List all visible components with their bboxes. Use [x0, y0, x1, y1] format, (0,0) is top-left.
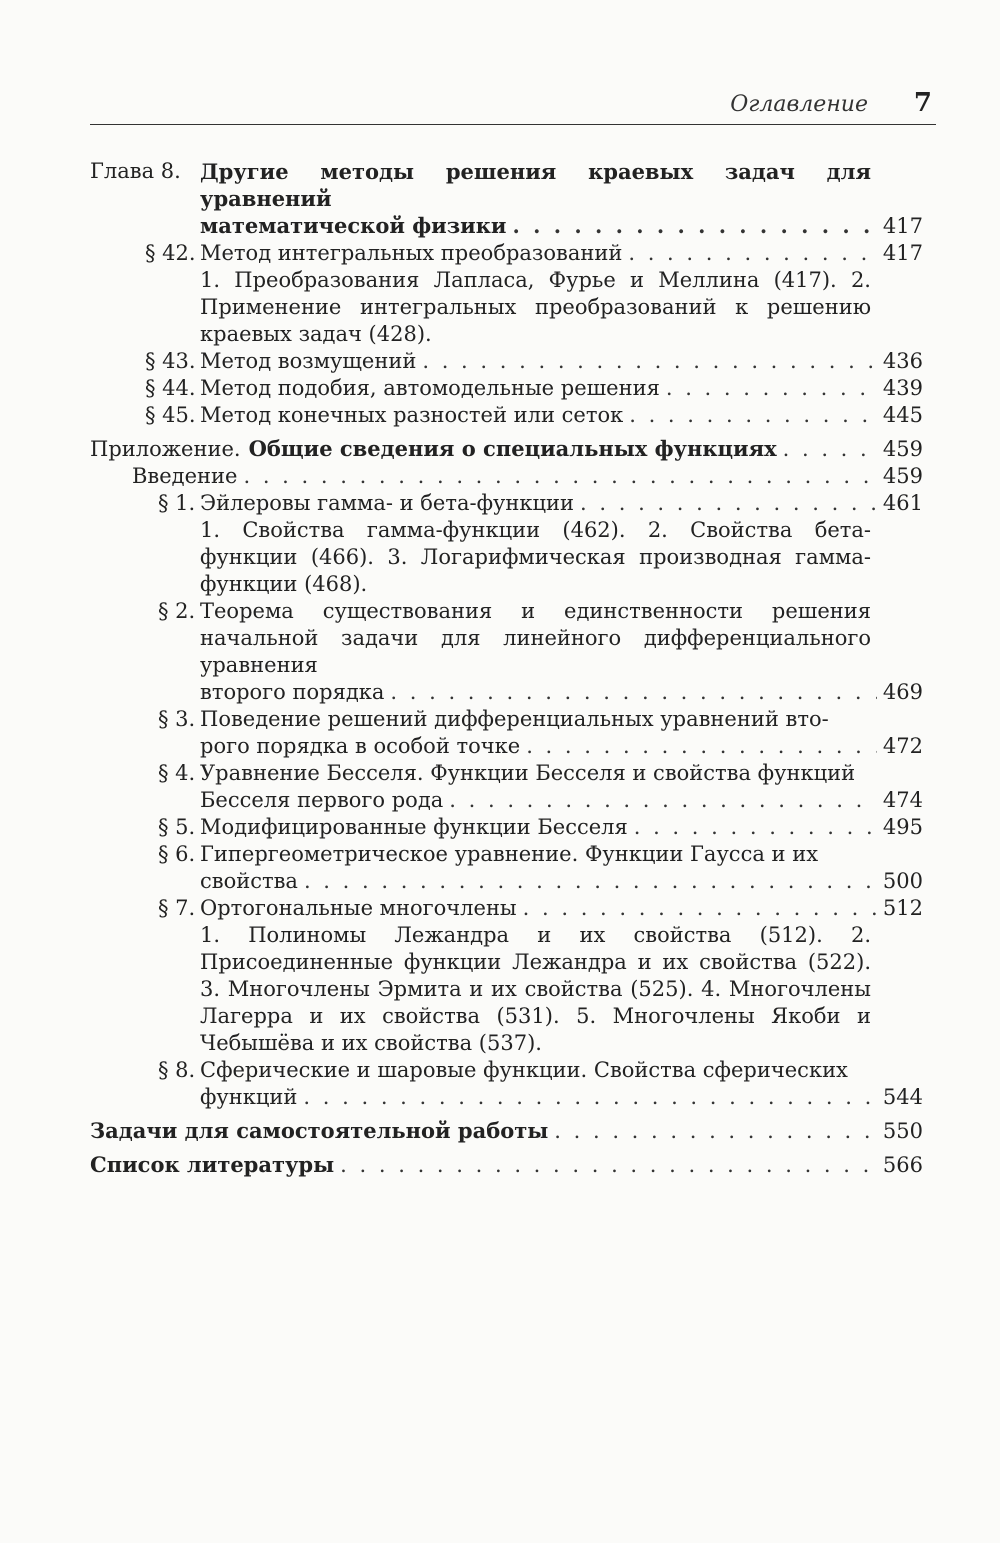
- leader-dots: [783, 436, 877, 463]
- toc-subsections: 1. Свойства гамма-функции (462). 2. Свойства бета-функции (466). 3. Логарифмическая производная гамма-функции (468).: [200, 518, 871, 596]
- leader-dots: [580, 490, 877, 517]
- leader-dots: [303, 1084, 876, 1111]
- leader-dots: [629, 402, 877, 429]
- toc-label: § 4.: [158, 761, 196, 785]
- toc-appendix[interactable]: [90, 435, 923, 463]
- toc-references[interactable]: [90, 1151, 923, 1179]
- toc-appendix-section-7[interactable]: [90, 895, 923, 1057]
- toc-section-43[interactable]: [90, 348, 923, 375]
- toc-title: свойства: [200, 869, 298, 893]
- toc-label: § 6.: [158, 842, 196, 866]
- toc-subsections: 1. Полиномы Лежандра и их свойства (512). 2. Присоединенные функции Лежандра и их свойства (522). 3. Многочлены Эрмита и их свойства (525). 4. Многочлены Лагерра и их свойства (531). 5. Многочлены Якоби и Чебышёва и их свойства (537).: [200, 923, 871, 1055]
- toc-page: 566: [882, 1153, 923, 1177]
- toc-page: 461: [882, 491, 923, 515]
- toc-appendix-section-6[interactable]: [90, 841, 923, 895]
- toc-page: 472: [882, 734, 923, 758]
- toc-title: Бесселя первого рода: [200, 788, 444, 812]
- leader-dots: [422, 348, 877, 375]
- leader-dots: [304, 868, 877, 895]
- toc-label: Глава 8.: [90, 159, 181, 183]
- toc-page: 459: [882, 464, 923, 488]
- leader-dots: [512, 212, 876, 239]
- toc-appendix-section-1[interactable]: [90, 490, 923, 598]
- toc-page: 512: [882, 896, 923, 920]
- toc-section-45[interactable]: [90, 402, 923, 429]
- toc-label: Приложение.: [90, 437, 241, 461]
- toc-page: 500: [882, 869, 923, 893]
- toc-subsections: 1. Преобразования Лапласа, Фурье и Меллина (417). 2. Применение интегральных преобразований к решению краевых задач (428).: [200, 268, 871, 346]
- leader-dots: [634, 814, 877, 841]
- leader-dots: [243, 463, 876, 490]
- leader-dots: [449, 787, 877, 814]
- toc-page: 469: [882, 680, 923, 704]
- toc-title: Ортогональные многочлены: [200, 896, 517, 920]
- toc-label: § 7.: [158, 896, 196, 920]
- toc-page: 550: [882, 1119, 923, 1143]
- page-number: 7: [913, 88, 932, 118]
- toc-section-42[interactable]: [90, 240, 923, 348]
- toc-label: § 43.: [145, 349, 196, 373]
- toc-page: 544: [882, 1085, 923, 1109]
- toc-title: второго порядка: [200, 680, 385, 704]
- toc-label: § 42.: [145, 241, 196, 265]
- leader-dots: [340, 1152, 877, 1179]
- toc-title: Общие сведения о специальных функциях: [248, 436, 777, 461]
- toc-introduction[interactable]: [90, 463, 923, 490]
- toc-title: Метод возмущений: [200, 349, 417, 373]
- toc-title: Задачи для самостоятельной работы: [90, 1118, 549, 1143]
- toc-page: 439: [882, 376, 923, 400]
- toc-title: Метод подобия, автомодельные решения: [200, 376, 660, 400]
- toc-title: Введение: [132, 464, 238, 488]
- toc-page: 436: [882, 349, 923, 373]
- leader-dots: [554, 1118, 877, 1145]
- toc-title: Метод конечных разностей или сеток: [200, 403, 624, 427]
- toc-label: § 45.: [145, 403, 196, 427]
- toc-page: 445: [882, 403, 923, 427]
- toc-label: § 1.: [158, 491, 196, 515]
- toc-title: Модифицированные функции Бесселя: [200, 815, 628, 839]
- toc-label: § 5.: [158, 815, 196, 839]
- toc-page: 495: [882, 815, 923, 839]
- leader-dots: [628, 240, 877, 267]
- leader-dots: [523, 895, 877, 922]
- toc-title: функций: [200, 1085, 298, 1109]
- leader-dots: [526, 733, 877, 760]
- running-header: [90, 90, 936, 125]
- toc-title: Эйлеровы гамма- и бета-функции: [200, 491, 575, 515]
- toc-appendix-section-4[interactable]: [90, 760, 923, 814]
- toc-label: § 8.: [158, 1058, 196, 1082]
- toc-title-lead: Сферические и шаровые функции. Свойства сферических: [200, 1058, 848, 1082]
- leader-dots: [666, 375, 877, 402]
- toc-title-lead: Гипергеометрическое уравнение. Функции Гаусса и их: [200, 842, 819, 866]
- toc-chapter-8[interactable]: [90, 158, 923, 240]
- toc-appendix-section-8[interactable]: [90, 1057, 923, 1111]
- toc-label: § 3.: [158, 707, 196, 731]
- table-of-contents: [90, 158, 923, 1179]
- toc-tasks[interactable]: [90, 1117, 923, 1145]
- toc-title-line2: математической физики: [200, 213, 507, 238]
- toc-appendix-section-2[interactable]: [90, 598, 923, 706]
- header-title: Оглавление: [730, 92, 868, 117]
- toc-appendix-section-5[interactable]: [90, 814, 923, 841]
- toc-page: 474: [882, 788, 923, 812]
- toc-title-lead: Поведение решений дифференциальных уравнений вто-: [200, 707, 829, 731]
- leader-dots: [390, 679, 877, 706]
- toc-appendix-section-3[interactable]: [90, 706, 923, 760]
- toc-title: Метод интегральных преобразований: [200, 241, 623, 265]
- toc-title-lead: Теорема существования и единственности решения начальной задачи для линейного дифференциального уравнения: [200, 599, 871, 677]
- toc-label: § 44.: [145, 376, 196, 400]
- toc-page: 459: [882, 437, 923, 461]
- toc-label: § 2.: [158, 599, 196, 623]
- toc-section-44[interactable]: [90, 375, 923, 402]
- toc-title: Список литературы: [90, 1152, 335, 1177]
- toc-title-lead: Уравнение Бесселя. Функции Бесселя и свойства функций: [200, 761, 856, 785]
- toc-title-line1: Другие методы решения краевых задач для уравнений: [200, 159, 871, 211]
- toc-title: рого порядка в особой точке: [200, 734, 521, 758]
- toc-page: 417: [882, 241, 923, 265]
- toc-page: 417: [882, 214, 923, 238]
